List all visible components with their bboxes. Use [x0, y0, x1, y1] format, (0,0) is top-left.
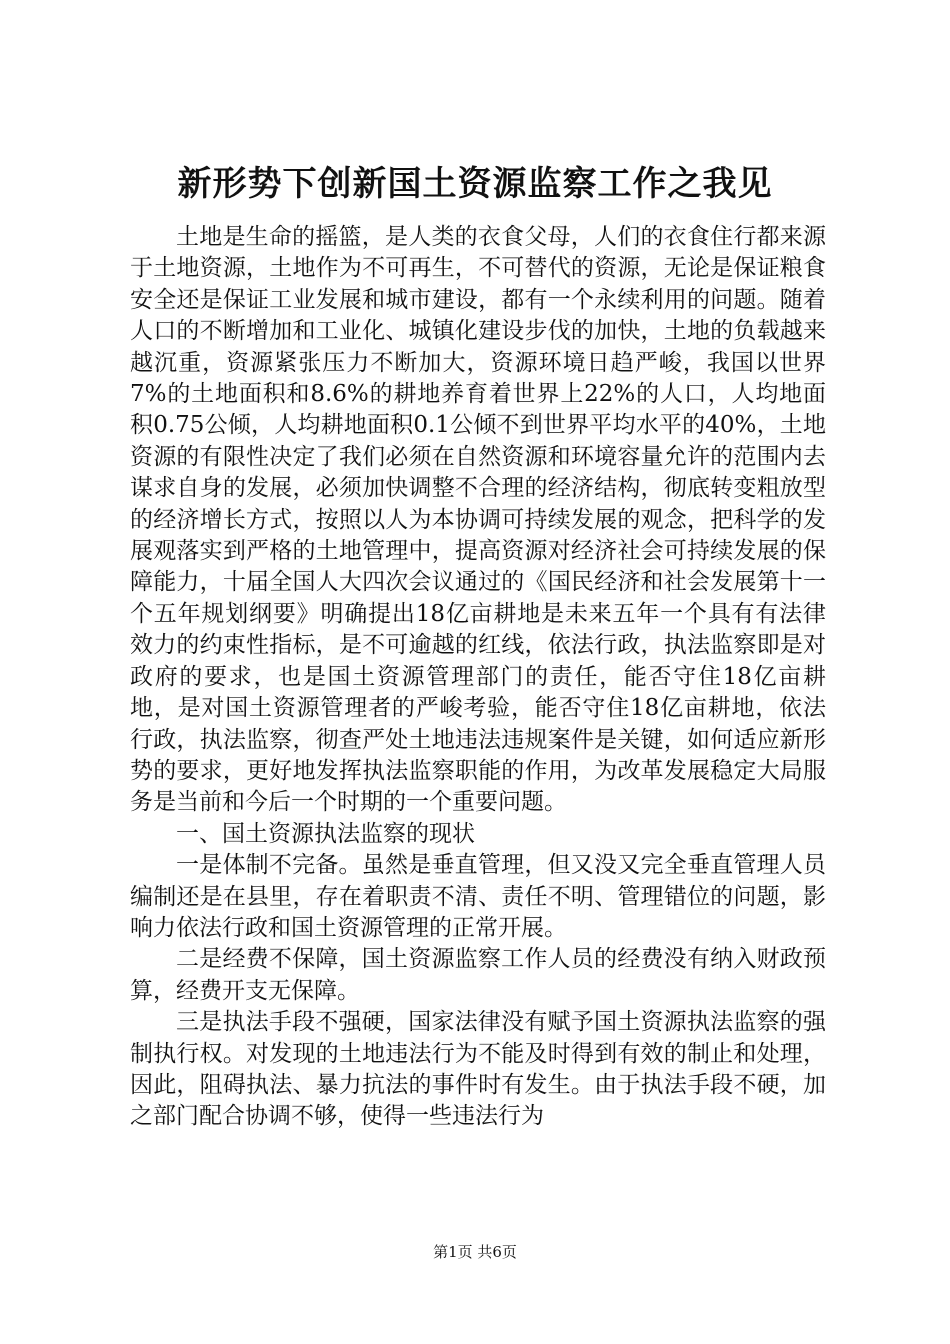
- document-body: [130, 222, 826, 1133]
- paragraph-intro: 土地是生命的摇篮，是人类的衣食父母，人们的衣食住行都来源于土地资源，土地作为不可再生，不可替代的资源，无论是保证粮食安全还是保证工业发展和城市建设，都有一个永续利用的问题。随着人口的不断增加和工业化、城镇化建设步伐的加快，土地的负载越来越沉重，资源紧张压力不断加大，资源环境日趋严峻，我国以世界7%的土地面积和8.6%的耕地养育着世界上22%的人口，人均地面积0.75公倾，人均耕地面积0.1公倾不到世界平均水平的40%，土地资源的有限性决定了我们必须在自然资源和环境容量允许的范围内去谋求自身的发展，必须加快调整不合理的经济结构，彻底转变粗放型的经济增长方式，按照以人为本协调可持续发展的观念，把科学的发展观落实到严格的土地管理中，提高资源对经济社会可持续发展的保障能力，十届全国人大四次会议通过的《国民经济和社会发展第十一个五年规划纲要》明确提出18亿亩耕地是未来五年一个具有有法律效力的约束性指标，是不可逾越的红线，依法行政，执法监察即是对政府的要求，也是国土资源管理部门的责任，能否守住18亿亩耕地，是对国土资源管理者的严峻考验，能否守住18亿亩耕地，依法行政，执法监察，彻查严处土地违法违规案件是关键，如何适应新形势的要求，更好地发挥执法监察职能的作用，为改革发展稳定大局服务是当前和今后一个时期的一个重要问题。: [130, 224, 826, 816]
- paragraph-point-3: 三是执法手段不强硬，国家法律没有赋予国土资源执法监察的强制执行权。对发现的土地违法行为不能及时得到有效的制止和处理，因此，阻碍执法、暴力抗法的事件时有发生。由于执法手段不硬，加之部门配合协调不够，使得一些违法行为: [130, 1009, 826, 1130]
- page-footer: 第1页 共6页: [433, 1243, 517, 1261]
- section-heading-status: 一、国土资源执法监察的现状: [176, 820, 475, 847]
- document-title: 新形势下创新国土资源监察工作之我见: [177, 164, 773, 204]
- paragraph-point-1: 一是体制不完备。虽然是垂直管理，但又没又完全垂直管理人员编制还是在县里，存在着职责不清、责任不明、管理错位的问题，影响力依法行政和国土资源管理的正常开展。: [130, 852, 826, 941]
- paragraph-point-2: 二是经费不保障，国土资源监察工作人员的经费没有纳入财政预算，经费开支无保障。: [130, 946, 826, 1004]
